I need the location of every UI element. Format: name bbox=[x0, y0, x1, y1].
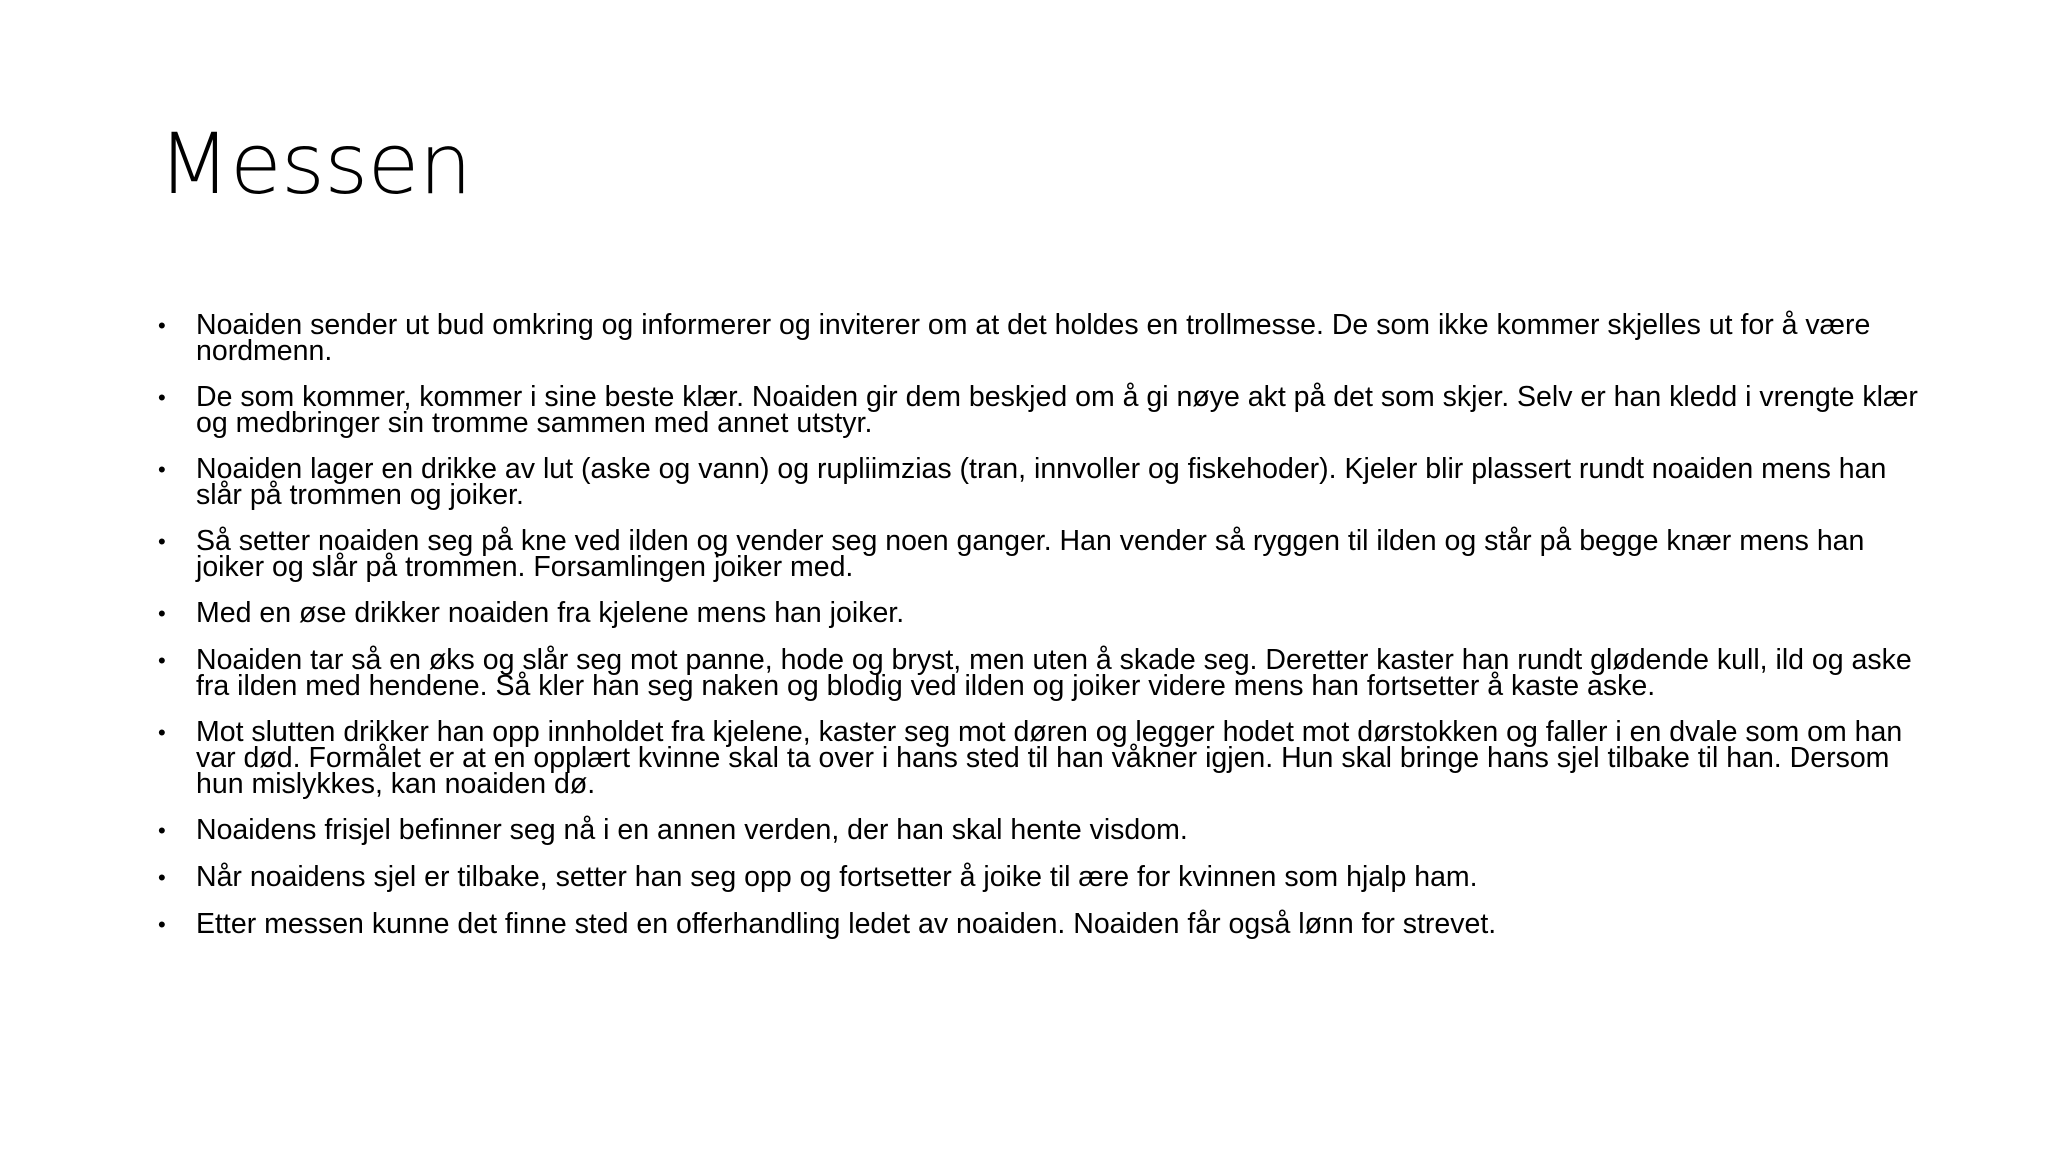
bullet-dot-icon: • bbox=[158, 818, 166, 843]
bullet-dot-icon: • bbox=[158, 648, 166, 673]
bullet-item bbox=[158, 525, 1918, 583]
bullet-dot-icon: • bbox=[158, 720, 166, 745]
bullet-list bbox=[158, 309, 1918, 958]
bullet-item bbox=[158, 908, 1918, 940]
bullet-item bbox=[158, 597, 1918, 629]
bullet-dot-icon: • bbox=[158, 529, 166, 554]
slide-title: Messen bbox=[158, 115, 472, 213]
bullet-dot-icon: • bbox=[158, 865, 166, 890]
bullet-text: Så setter noaiden seg på kne ved ilden og vender seg noen ganger. Han vender så ryggen til ilden og står på begge knær mens han joiker og slår på trommen. Forsamlingen joiker med. bbox=[196, 525, 1865, 583]
bullet-text: Noaiden tar så en øks og slår seg mot panne, hode og bryst, men uten å skade seg. Deretter kaster han rundt glødende kull, ild og aske fra ilden med hendene. Så kler han seg naken og blodig ved ilden og joiker videre mens han fortsetter å kaste aske. bbox=[196, 644, 1912, 702]
bullet-item bbox=[158, 309, 1918, 367]
bullet-dot-icon: • bbox=[158, 385, 166, 410]
bullet-text: Når noaidens sjel er tilbake, setter han seg opp og fortsetter å joike til ære for kvinnen som hjalp ham. bbox=[196, 861, 1478, 893]
bullet-text: Etter messen kunne det finne sted en offerhandling ledet av noaiden. Noaiden får også lønn for strevet. bbox=[196, 908, 1497, 940]
bullet-text: Mot slutten drikker han opp innholdet fra kjelene, kaster seg mot døren og legger hodet mot dørstokken og faller i en dvale som om han var død. Formålet er at en opplært kvinne skal ta over i hans sted til han våkner igjen. Hun skal bringe hans sjel tilbake til han. Dersom hun mislykkes, kan noaiden dø. bbox=[196, 716, 1903, 800]
bullet-item bbox=[158, 381, 1918, 439]
bullet-text: Noaiden lager en drikke av lut (aske og vann) og rupliimzias (tran, innvoller og fiskehoder). Kjeler blir plassert rundt noaiden mens han slår på trommen og joiker. bbox=[196, 453, 1887, 511]
bullet-item bbox=[158, 814, 1918, 846]
bullet-dot-icon: • bbox=[158, 457, 166, 482]
bullet-item bbox=[158, 644, 1918, 702]
bullet-text: Med en øse drikker noaiden fra kjelene mens han joiker. bbox=[196, 597, 905, 629]
bullet-dot-icon: • bbox=[158, 912, 166, 937]
bullet-text: Noaidens frisjel befinner seg nå i en annen verden, der han skal hente visdom. bbox=[196, 814, 1188, 846]
bullet-dot-icon: • bbox=[158, 601, 166, 626]
bullet-text: Noaiden sender ut bud omkring og informerer og inviterer om at det holdes en trollmesse. De som ikke kommer skjelles ut for å være nordmenn. bbox=[196, 309, 1871, 367]
bullet-item bbox=[158, 716, 1918, 800]
bullet-item bbox=[158, 453, 1918, 511]
bullet-text: De som kommer, kommer i sine beste klær. Noaiden gir dem beskjed om å gi nøye akt på det som skjer. Selv er han kledd i vrengte klær og medbringer sin tromme sammen med annet utstyr. bbox=[196, 381, 1918, 439]
bullet-item bbox=[158, 861, 1918, 893]
bullet-dot-icon: • bbox=[158, 313, 166, 338]
